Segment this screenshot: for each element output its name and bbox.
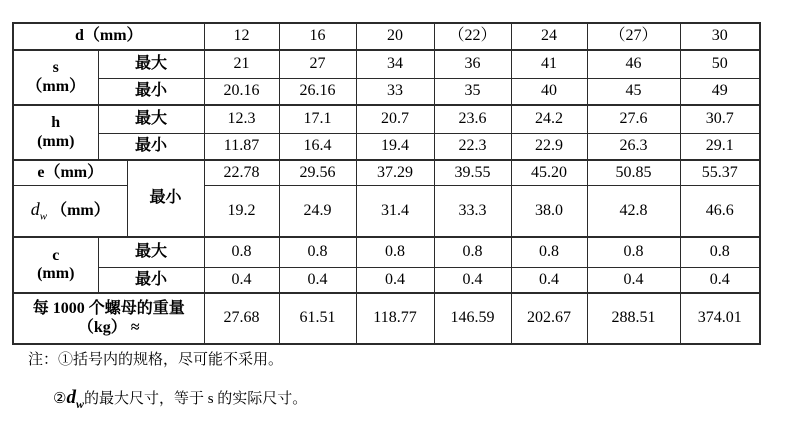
weight-value: 146.59 [434,293,511,344]
h-min-value: 16.4 [279,133,356,160]
footnote-2 [53,387,307,415]
row-label-s [13,50,98,105]
s-min-value: 20.16 [204,78,279,105]
sublabel-h-max: 最大 [98,105,204,133]
row-label-dw [13,185,127,237]
h-max-value: 17.1 [279,105,356,133]
e-value: 45.20 [511,160,587,185]
dw-unit: （mm） [51,201,110,219]
e-value: 37.29 [356,160,434,185]
s-min-value: 35 [434,78,511,105]
s-min-value: 33 [356,78,434,105]
row-label-weight [13,293,204,344]
footnote-1 [28,350,307,370]
weight-value: 202.67 [511,293,587,344]
d-unit: （mm） [83,27,143,45]
c-max-value: 0.8 [680,237,760,267]
weight-value: 374.01 [680,293,760,344]
sublabel-s-min: 最小 [98,78,204,105]
dw-value: 31.4 [356,185,434,237]
weight-value: 288.51 [587,293,680,344]
dw-value: 38.0 [511,185,587,237]
d-value: （22） [434,23,511,50]
weight-value: 27.68 [204,293,279,344]
c-min-value: 0.4 [680,267,760,293]
c-max-value: 0.8 [356,237,434,267]
footnotes [28,350,307,415]
nut-dimension-table [12,22,761,345]
c-max-value: 0.8 [279,237,356,267]
e-value: 55.37 [680,160,760,185]
sublabel-c-min: 最小 [98,267,204,293]
d-value: （27） [587,23,680,50]
c-min-value: 0.4 [279,267,356,293]
h-max-value: 20.7 [356,105,434,133]
sublabel-h-min: 最小 [98,133,204,160]
s-max-value: 50 [680,50,760,78]
row-h-max [13,105,760,133]
h-max-value: 12.3 [204,105,279,133]
c-max-value: 0.8 [587,237,680,267]
row-label-c [13,237,98,293]
row-dw [13,185,760,237]
s-min-value: 45 [587,78,680,105]
dw-value: 19.2 [204,185,279,237]
d-value: 20 [356,23,434,50]
s-max-value: 21 [204,50,279,78]
c-symbol: c [52,246,60,264]
c-min-value: 0.4 [587,267,680,293]
h-min-value: 22.3 [434,133,511,160]
row-e [13,160,760,185]
d-value: 12 [204,23,279,50]
c-max-value: 0.8 [204,237,279,267]
s-min-value: 40 [511,78,587,105]
e-value: 39.55 [434,160,511,185]
c-min-value: 0.4 [511,267,587,293]
h-min-value: 26.3 [587,133,680,160]
d-value: 16 [279,23,356,50]
s-max-value: 46 [587,50,680,78]
dw-symbol: $d_w$ [30,198,48,223]
h-max-value: 24.2 [511,105,587,133]
c-unit: (mm) [37,265,75,282]
s-max-value: 41 [511,50,587,78]
dw-value: 33.3 [434,185,511,237]
h-max-value: 30.7 [680,105,760,133]
dw-value: 42.8 [587,185,680,237]
row-c-min [13,267,760,293]
footnote-1-text: ①括号内的规格，尽可能不采用。 [58,352,284,368]
h-min-value: 29.1 [680,133,760,160]
row-label-d [13,23,204,50]
s-symbol: s [52,59,59,77]
weight-label-line2: （kg） ≈ [77,318,140,336]
e-unit: （mm） [44,163,104,181]
dw-value: 46.6 [680,185,760,237]
d-value: 24 [511,23,587,50]
row-label-h [13,105,98,160]
h-min-value: 22.9 [511,133,587,160]
e-value: 22.78 [204,160,279,185]
row-s-max [13,50,760,78]
row-label-e [13,160,127,185]
weight-label-line1: 每 1000 个螺母的重量 [32,300,185,318]
footnote-2-num: ② [53,391,67,407]
h-symbol: h [51,114,61,132]
s-max-value: 27 [279,50,356,78]
e-symbol: e [37,163,45,181]
c-min-value: 0.4 [356,267,434,293]
row-d [13,23,760,50]
c-max-value: 0.8 [434,237,511,267]
sublabel-c-max: 最大 [98,237,204,267]
h-unit: (mm) [37,132,75,150]
sublabel-s-max: 最大 [98,50,204,78]
weight-value: 61.51 [279,293,356,344]
c-min-value: 0.4 [434,267,511,293]
h-min-value: 11.87 [204,133,279,160]
h-max-value: 23.6 [434,105,511,133]
s-unit: （mm） [26,77,86,95]
e-value: 50.85 [587,160,680,185]
h-min-value: 19.4 [356,133,434,160]
s-min-value: 49 [680,78,760,105]
row-h-min [13,133,760,160]
c-min-value: 0.4 [204,267,279,293]
d-value: 30 [680,23,760,50]
dw-value: 24.9 [279,185,356,237]
s-max-value: 34 [356,50,434,78]
s-min-value: 26.16 [279,78,356,105]
row-weight [13,293,760,344]
footnote-2-text: 的最大尺寸，等于 s 的实际尺寸。 [83,391,308,407]
footnote-prefix: 注： [28,352,59,368]
h-max-value: 27.6 [587,105,680,133]
weight-value: 118.77 [356,293,434,344]
s-max-value: 36 [434,50,511,78]
e-value: 29.56 [279,160,356,185]
d-symbol: d [74,27,84,45]
sublabel-e-dw-min: 最小 [127,160,204,237]
row-s-min [13,78,760,105]
row-c-max [13,237,760,267]
c-max-value: 0.8 [511,237,587,267]
footnote-dw-symbol: $d_w$ [66,387,84,411]
